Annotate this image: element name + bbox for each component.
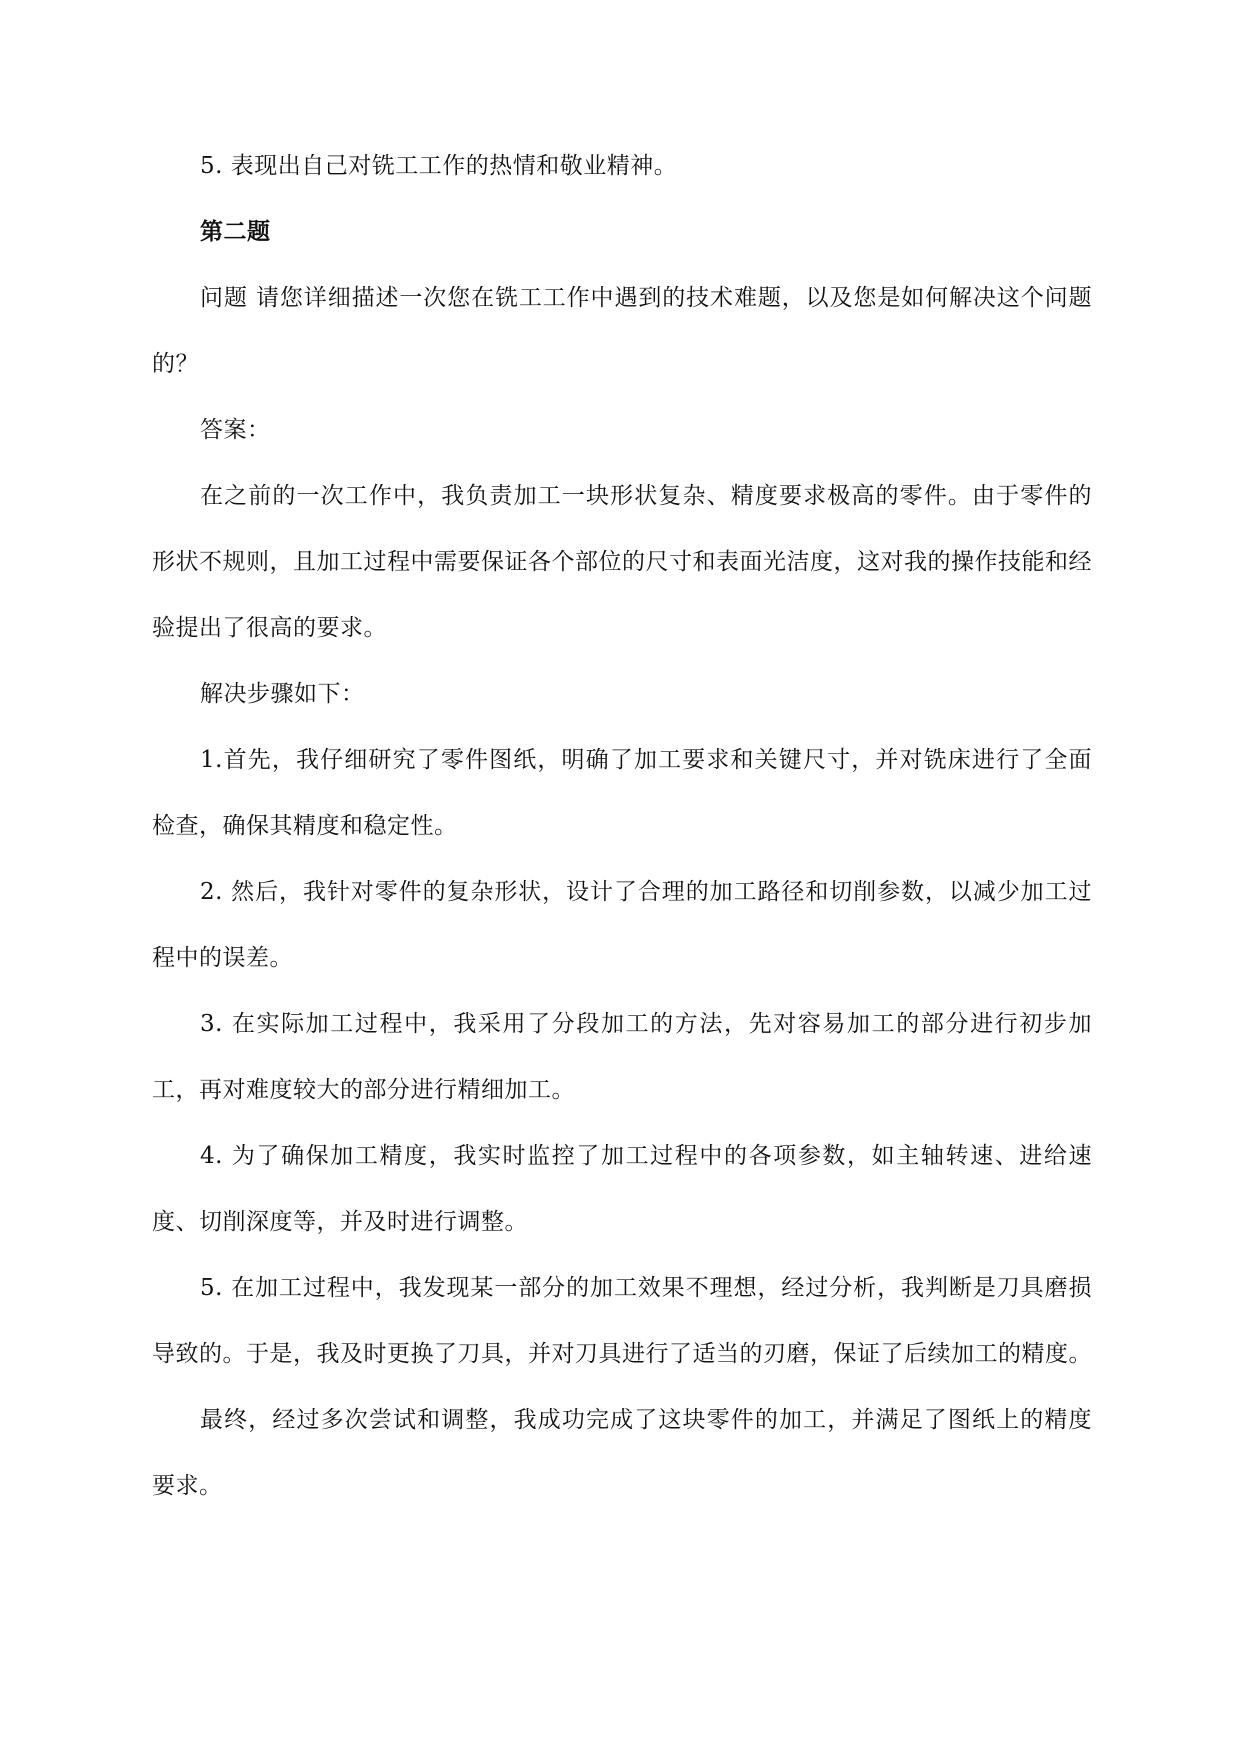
step-3-paragraph: 3. 在实际加工过程中，我采用了分段加工的方法，先对容易加工的部分进行初步加工，再对难度较大的部分进行精细加工。 xyxy=(152,1011,1092,1103)
section-heading: 第二题 xyxy=(200,218,271,245)
document-page xyxy=(152,133,1092,1519)
conclusion-paragraph: 最终，经过多次尝试和调整，我成功完成了这块零件的加工，并满足了图纸上的精度要求。 xyxy=(152,1407,1092,1499)
steps-label: 解决步骤如下： xyxy=(200,681,365,707)
question-paragraph: 问题 请您详细描述一次您在铣工工作中遇到的技术难题，以及您是如何解决这个问题的？ xyxy=(152,285,1092,377)
step-5-paragraph: 5. 在加工过程中，我发现某一部分的加工效果不理想，经过分析，我判断是刀具磨损导致的。于是，我及时更换了刀具，并对刀具进行了适当的刃磨，保证了后续加工的精度。 xyxy=(152,1275,1092,1367)
step-1-paragraph: 1.首先，我仔细研究了零件图纸，明确了加工要求和关键尺寸，并对铣床进行了全面检查，确保其精度和稳定性。 xyxy=(152,747,1092,839)
answer-intro-paragraph: 在之前的一次工作中，我负责加工一块形状复杂、精度要求极高的零件。由于零件的形状不规则，且加工过程中需要保证各个部位的尺寸和表面光洁度，这对我的操作技能和经验提出了很高的要求。 xyxy=(152,483,1092,641)
step-2-paragraph: 2. 然后，我针对零件的复杂形状，设计了合理的加工路径和切削参数，以减少加工过程中的误差。 xyxy=(152,879,1092,971)
paragraph-point-5: 5. 表现出自己对铣工工作的热情和敬业精神。 xyxy=(200,153,678,179)
answer-label: 答案： xyxy=(200,417,271,443)
step-4-paragraph: 4. 为了确保加工精度，我实时监控了加工过程中的各项参数，如主轴转速、进给速度、切削深度等，并及时进行调整。 xyxy=(152,1143,1092,1235)
